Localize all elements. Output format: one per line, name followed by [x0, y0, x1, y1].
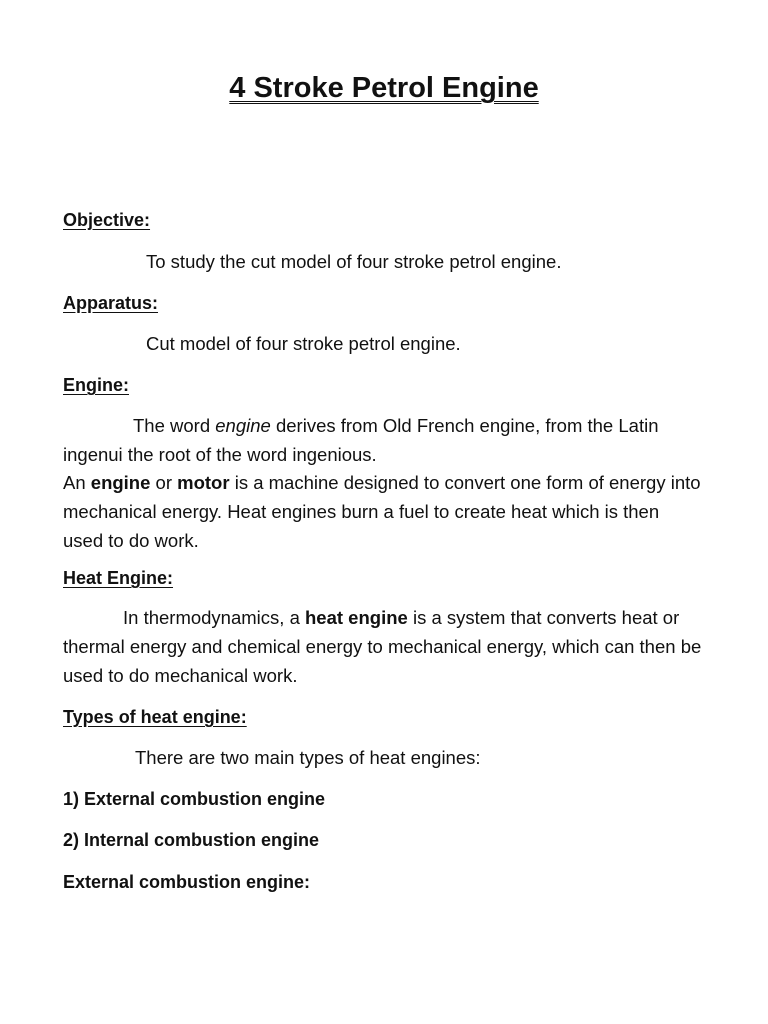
types-heading-text: Types of heat engine:	[63, 707, 247, 727]
objective-text: To study the cut model of four stroke petrol engine.	[146, 251, 562, 272]
engine-p1-pre: The word	[133, 415, 216, 436]
heat-engine-bold: heat engine	[305, 607, 408, 628]
engine-p1-post: derives from Old French engine, from the Latin ingenui the root of the word ingenious.	[63, 415, 659, 465]
apparatus-heading	[63, 291, 158, 315]
types-item-2: 2) Internal combustion engine	[63, 830, 320, 850]
types-heading	[63, 705, 247, 729]
engine-p2-e: is a machine designed to convert one form of energy into mechanical energy. Heat engines burn a fuel to create heat which is then used to do work.	[63, 472, 701, 551]
engine-heading	[63, 373, 129, 397]
engine-p2-bold-motor: motor	[177, 472, 230, 493]
heat-engine-heading-text: Heat Engine:	[63, 568, 174, 588]
heat-engine-post: is a system that converts heat or thermal energy and chemical energy to mechanical energy, which can then be used to do mechanical work.	[63, 607, 702, 686]
external-combustion-heading: External combustion engine:	[63, 872, 311, 892]
document-title	[0, 70, 768, 106]
engine-p1-emphasis: engine	[215, 415, 271, 436]
types-intro: There are two main types of heat engines:	[135, 747, 481, 768]
types-item-1: 1) External combustion engine	[63, 789, 326, 809]
objective-heading	[63, 208, 150, 232]
objective-heading-text: Objective:	[63, 210, 151, 230]
engine-p2-a: An	[63, 472, 91, 493]
engine-heading-text: Engine:	[63, 375, 129, 395]
document-title-text: 4 Stroke Petrol Engine	[229, 72, 539, 104]
engine-p2-bold-engine: engine	[90, 472, 151, 493]
apparatus-text: Cut model of four stroke petrol engine.	[146, 333, 461, 354]
engine-p2-c: or	[150, 472, 178, 493]
engine-paragraph-1	[63, 411, 703, 469]
heat-engine-paragraph	[63, 603, 703, 690]
heat-engine-heading	[63, 566, 173, 590]
heat-engine-pre: In thermodynamics, a	[123, 607, 305, 628]
engine-paragraph-2	[63, 468, 703, 555]
apparatus-heading-text: Apparatus:	[63, 293, 159, 313]
